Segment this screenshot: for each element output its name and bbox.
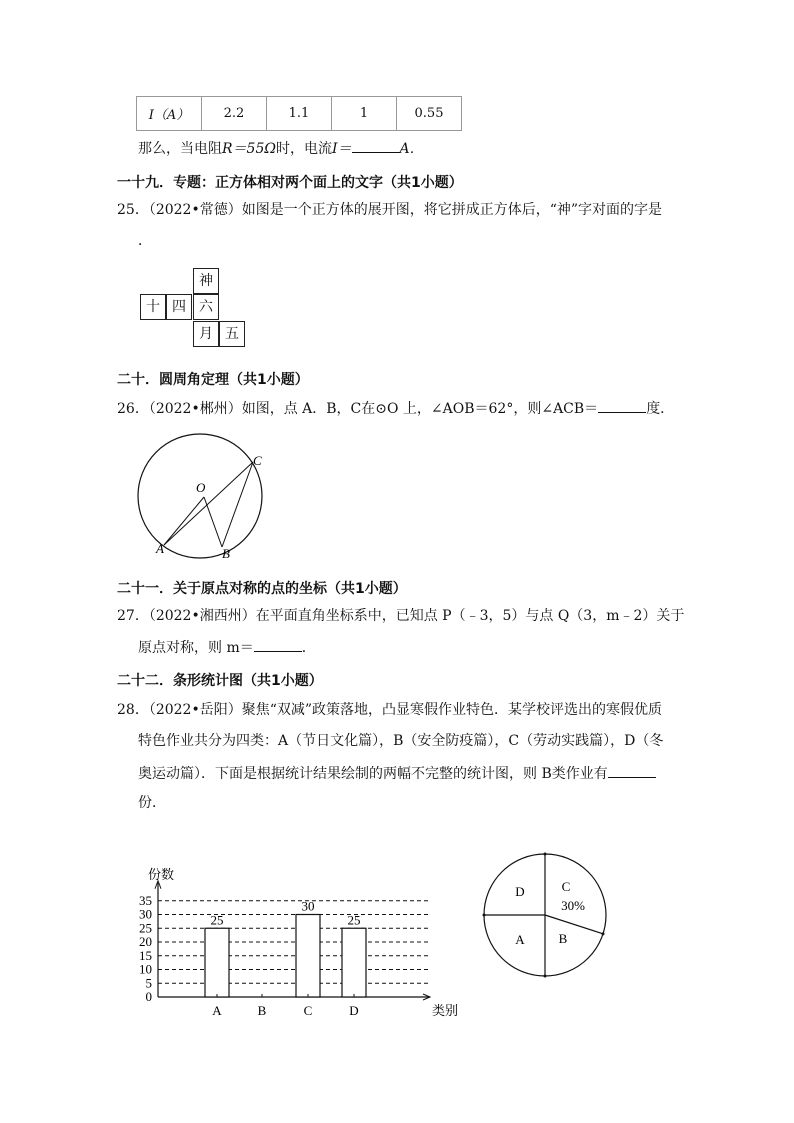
section-heading-20: 二十．圆周角定理（共1小题） [117,372,309,388]
circle-diagram [125,425,285,565]
section-heading-22: 二十二．条形统计图（共1小题） [117,673,323,689]
label-c: C [253,453,262,468]
pie-label-d: D [515,884,525,899]
net-face: 神 [193,268,219,294]
label-b: B [222,546,230,561]
y-tick-label: 20 [139,934,152,949]
x-tick-label: C [303,1003,313,1018]
table-cell: 1.1 [267,97,332,131]
q28-text-2: 特色作业共分为四类：A（节日文化篇），B（安全防疫篇），C（劳动实践篇），D（冬 [138,733,664,749]
segment-ao [164,497,204,545]
table-cell: 2.2 [202,97,267,131]
y-tick-label: 5 [145,975,152,991]
data-label: 30 [301,898,315,914]
y-tick-label: 25 [139,920,152,936]
y-axis-label: 份数 [148,867,175,883]
pie-label-b: B [558,931,568,946]
table-row-header: I（A） [137,97,202,131]
section-heading-21: 二十一．关于原点对称的点的坐标（共1小题） [117,581,407,597]
x-axis-label: 类别 [432,1004,459,1019]
q25-text-end: ． [138,233,152,249]
pie-point [483,914,486,917]
net-face: 四 [166,294,192,320]
label-o: O [196,480,206,495]
bar-c [296,915,320,998]
pie-label-c: C [561,879,571,894]
q24-answer-line: 那么，当电阻R＝55Ω时，电流I＝ A． [138,141,424,157]
circle-o [138,434,262,558]
net-face: 十 [140,294,166,320]
net-face: 五 [219,321,245,347]
q27-text: 27．（2022•湘西州）在平面直角坐标系中，已知点 P（﹣3，5）与点 Q（3，m﹣2）关于 [117,608,685,624]
segment-ac [164,462,253,545]
pie-percent-c: 30% [561,898,585,913]
x-tick-label: D [349,1003,359,1018]
pie-point [602,932,605,935]
q26-text: 26．（2022•郴州）如图，点 A．B，C在⊙O 上，∠AOB＝62°，则∠ACB＝ 度． [117,401,675,417]
table-cell: 1 [332,97,397,131]
q25-text: 25．（2022•常德）如图是一个正方体的展开图，将它拼成正方体后，“神”字对面的字是 [117,202,663,218]
data-label: 25 [347,912,361,928]
bar-d [342,928,366,997]
x-tick-label: A [212,1003,222,1018]
net-face: 月 [193,321,219,347]
q28-text-1: 28．（2022•岳阳）聚焦“双减”政策落地，凸显寒假作业特色．某学校评选出的寒假优质 [117,702,663,718]
x-tick-label: B [257,1003,267,1018]
y-tick-label: 35 [139,892,152,908]
y-tick-label: 10 [139,961,152,977]
q28-text-4: 份． [138,795,166,811]
y-tick-label: 0 [145,989,152,1004]
current-table [136,96,462,131]
y-tick-label: 15 [139,947,152,963]
table-cell: 0.55 [397,97,462,131]
q28-text-3: 奥运动篇）．下面是根据统计结果绘制的两幅不完整的统计图，则 B类作业有 [138,765,656,781]
y-tick-label: 30 [139,906,152,922]
label-a: A [156,541,164,556]
pie-point [544,975,547,978]
answer-blank[interactable] [254,639,302,652]
bar-a [205,928,229,997]
answer-blank[interactable] [608,765,656,778]
pie-chart [478,848,618,988]
q27-text-2: 原点对称，则 m＝ ． [138,640,316,656]
pie-label-a: A [515,932,525,947]
answer-blank[interactable] [598,400,646,413]
answer-blank[interactable] [352,140,400,153]
section-heading-19: 一十九．专题：正方体相对两个面上的文字（共1小题） [117,175,463,191]
net-face: 六 [193,294,219,320]
data-label: 25 [210,912,224,928]
pie-point [544,853,547,856]
bar-chart [125,822,465,1022]
